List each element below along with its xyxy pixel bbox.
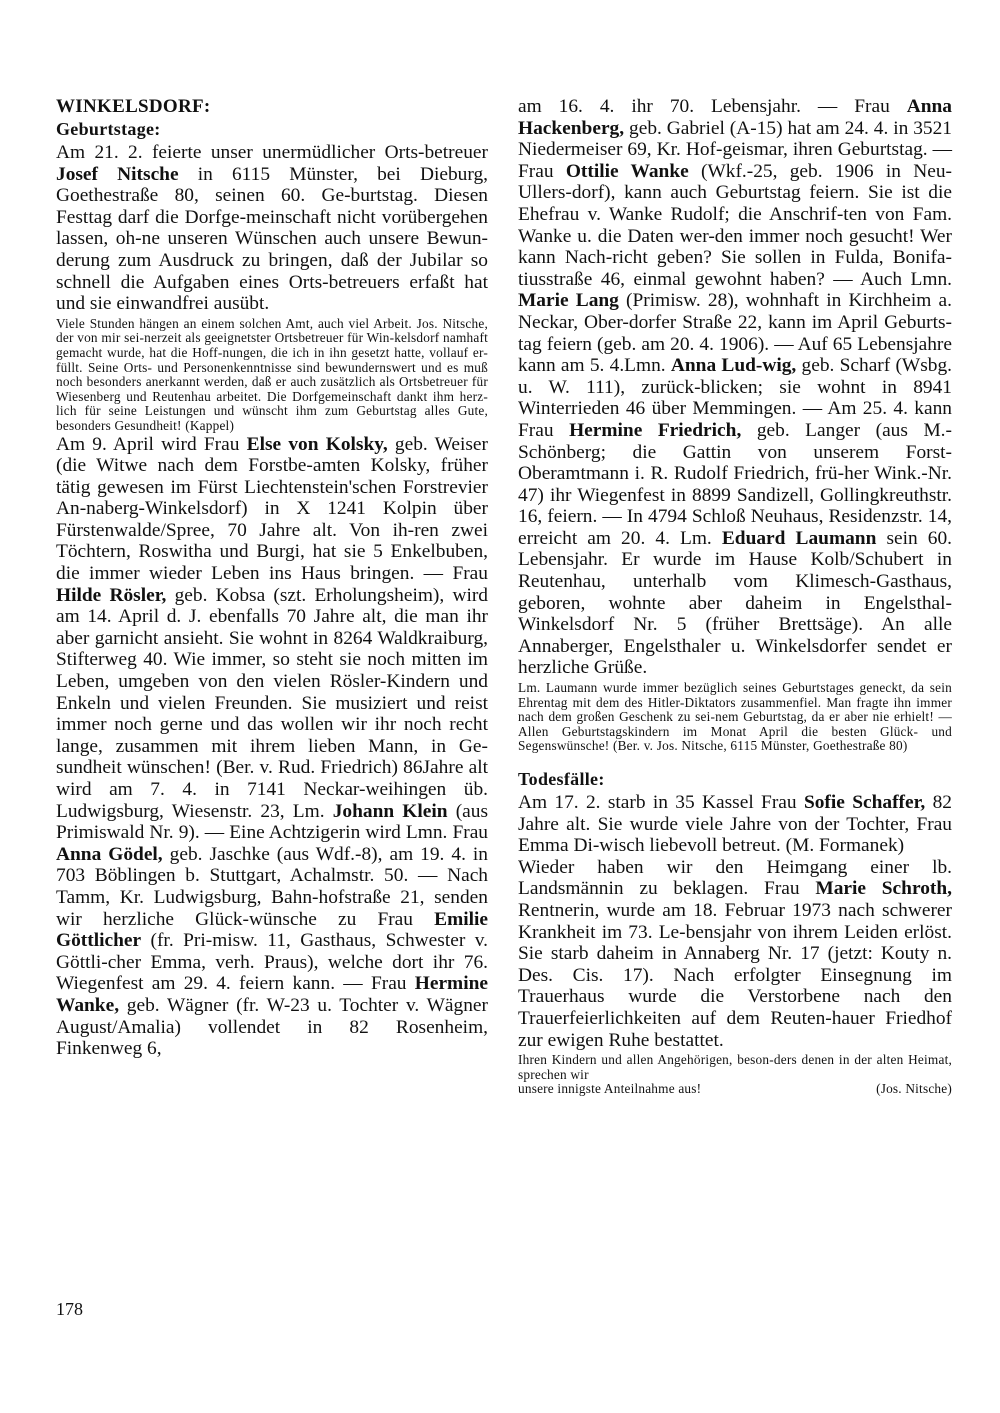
small-note-condolences: Ihren Kindern und allen Angehörigen, beson-ders denen in der alten Heimat, sprechen wir unsere innigste Anteilnahme aus! (Jos. Nitsche)	[518, 1052, 952, 1097]
name-ottilie-wanke: Ottilie Wanke	[565, 160, 689, 182]
name-hermine-friedrich: Hermine Friedrich,	[569, 419, 742, 441]
name-marie-lang: Marie Lang	[518, 290, 619, 312]
deaths-subheading: Todesfälle:	[518, 769, 605, 789]
name-anna-goedel: Anna Gödel,	[56, 843, 163, 865]
small-note-ortsbetreuer: Viele Stunden hängen an einem solchen Amt, auch viel Arbeit. Jos. Nitsche, der von mir sei-nerzeit als geeignetster Ortsbetreuer für Win-kelsdorf namhaft gemacht wurde, hat die Hoff-nungen, die ich in ihn gesetzt hatte, vollauf er-füllt. Seine Orts- und Personenkenntnisse sind bewundernswert und es muß noch besonders anerkannt werden, daß er auch zusätzlich als Ortsbetreuer für Wiesenberg und Reutenhau arbeitet. Die Dorfgemeinschaft dankt ihm herz-lich für seine Leistungen und wünscht ihm zum Geburtstag alles Gute, besonders Gesundheit! (Kappel)	[56, 315, 488, 433]
credit-jos-nitsche: (Jos. Nitsche)	[876, 1081, 952, 1097]
name-sofie-schaffer: Sofie Schaffer,	[803, 792, 926, 813]
name-hermine-wanke: Hermine Wanke,	[56, 973, 488, 1016]
paragraph-birthdays-continued: am 16. 4. ihr 70. Lebensjahr. — Frau Anna Hackenberg, geb. Gabriel (A-15) hat am 24. 4. in 3521 Niedermeiser 69, Kr. Hof-geismar, ihren Geburtstag. — Frau Ottilie Wanke (Wkf.-25, geb. 1906 in Neu-Ullers-dorf), kann auch Geburtstag feiern. Sie ist die Ehefrau v. Wanke Rudolf; die Anschrif-ten von Fam. Wanke u. die Daten wer-den immer noch gesucht! Wer kann Nach-richt geben? Sie sollen in Fulda, Bonifa-tiusstraße 46, einmal gewohnt haben? — Auch Lmn. Marie Lang (Primisw. 28), wohnhaft in Kirchheim a. Neckar, Ober-dorfer Straße 22, kann im April Geburts-tag feiern (geb. am 20. 4. 1906). — Auf 65 Lebensjahre kann am 5. 4.Lmn. Anna Lud-wig, geb. Scharf (Wsbg. u. W. 111), zurück-blicken; sie wohnt in 8941 Winterrieden 46 über Memmingen. — Am 25. 4. kann Frau Hermine Friedrich, geb. Langer (aus M.-Schönberg; die Gattin von unserem Forst-Oberamtmann i. R. Rudolf Friedrich, frü-her Wink.-Nr. 47) ihr Wiegenfest in 8899 Sandizell, Gollingkreuthstr. 16, feiern. — In 4794 Schloß Neuhaus, Residenzstr. 14, erreicht am 20. 4. Lm. Eduard Laumann sein 60. Lebensjahr. Er wurde im Hause Kolb/Schubert in Reutenhau, unterhalb vom Klimesch-Gasthaus, geboren, wohnte aber daheim in Engelsthal-Winkelsdorf Nr. 5 (früher Brettsäge). An alle Annaberger, Engelsthaler u. Winkelsdorfer sendet er herzliche Grüße.	[518, 96, 953, 679]
name-hilde-roesler: Hilde Rösler,	[56, 584, 167, 606]
name-else-von-kolsky: Else von Kolsky,	[246, 433, 388, 455]
name-josef-nitsche: Josef Nitsche	[56, 163, 179, 185]
small-note-laumann: Lm. Laumann wurde immer bezüglich seines Geburtstages geneckt, da sein Ehrentag mit dem des Hitler-Diktators zusammenfiel. Man fragte ihn immer nach dem großen Geschenk zu sei-nem Geburtstag, da er aber nie erhielt! — Allen Geburtstagskindern im Monat April die besten Glück- und Segenswünsche! (Ber. v. Jos. Nitsche, 6115 Münster, Goethestraße 80)	[518, 680, 952, 754]
name-anna-ludwig: Anna Lud-wig,	[670, 355, 797, 377]
name-emilie-goettlicher: Emilie Göttlicher	[56, 908, 488, 952]
birthdays-subheading: Geburtstage:	[56, 119, 161, 139]
paragraph-birthdays-list: Am 9. April wird Frau Else von Kolsky, geb. Weiser (die Witwe nach dem Forstbe-amten Kolsky, früher tätig gewesen im Fürst Liechtenstein'schen Forstrevier An-naberg-Winkelsdorf) in X 1241 Kolpin über Fürstenwalde/Spree, 70 Jahre alt. Von ih-ren zwei Töchtern, Roswitha und Burgi, hat sie 5 Enkelbuben, die immer wieder Leben ins Haus bringen. — Frau Hilde Rösler, geb. Kobsa (szt. Erholungsheim), wird am 14. April d. J. ebenfalls 70 Jahre alt, die man ihr aber garnicht ansieht. Sie wohnt in 8264 Waldkraiburg, Stifterweg 40. Wie immer, so steht sie noch mitten im Leben, umgeben von den vielen Rösler-Kindern und Enkeln und vielen Freunden. Sie musiziert und reist immer noch gerne und das wollen wir ihr noch recht lange, zusammen mit ihrem lieben Mann, in Ge-sundheit wünschen! (Ber. v. Rud. Friedrich) 86Jahre alt wird am 7. 4. in 7141 Neckar-weihingen üb. Ludwigsburg, Wiesenstr. 23, Lm. Johann Klein (aus Primiswald Nr. 9). — Eine Achtzigerin wird Lmn. Frau Anna Gödel, geb. Jaschke (aus Wdf.-8), am 19. 4. in 703 Böblingen b. Stuttgart, Achalmstr. 50. — Nach Tamm, Kr. Ludwigsburg, Bahn-hofstraße 21, senden wir herzliche Glück-wünsche zu Frau Emilie Göttlicher (fr. Pri-misw. 11, Gasthaus, Schwester v. Göttli-cher Emma, verh. Praus), welche dort ihr 76. Wiegenfest am 29. 4. feiern kann. — Frau Hermine Wanke, geb. Wägner (fr. W-23 u. Tochter v. Wägner August/Amalia) vollendet in 82 Rosenheim, Finkenweg 6,	[56, 433, 488, 1060]
name-anna-hackenberg: Anna Hackenberg,	[518, 96, 952, 139]
name-johann-klein: Johann Klein	[332, 800, 448, 822]
section-heading: WINKELSDORF:	[56, 96, 211, 117]
page-number: 178	[56, 1299, 83, 1319]
right-column	[518, 96, 952, 1097]
name-eduard-laumann: Eduard Laumann	[721, 527, 877, 549]
left-column	[56, 96, 488, 1060]
paragraph-nitsche-birthday: Am 21. 2. feierte unser unermüdlicher Orts-betreuer Josef Nitsche in 6115 Münster, bei Dieburg, Goethestraße 80, seinen 60. Ge-burtstag. Diesen Festtag darf die Dorfge-meinschaft nicht vorübergehen lassen, oh-ne unseren Wünschen auch unsere Bewun-derung zum Ausdruck zu bringen, daß der Jubilar so schnell die Aufgaben eines Orts-betreuers erfaßt hat und sie einwandfrei ausübt.	[56, 142, 488, 315]
name-marie-schroth: Marie Schroth,	[815, 878, 952, 900]
paragraph-sofie-schaffer: Am 17. 2. starb in 35 Kassel Frau Sofie Schaffer, 82 Jahre alt. Sie wurde viele Jahre von der Tochter, Frau Emma Di-wisch liebevoll betreut. (M. Formanek)	[518, 792, 952, 857]
paragraph-marie-schroth: Wieder haben wir den Heimgang einer lb. Landsmännin zu beklagen. Frau Marie Schroth, Rentnerin, wurde am 18. Februar 1973 nach schwerer Krankheit im 73. Le-bensjahr von ihrem Leiden erlöst. Sie starb daheim in Annaberg Nr. 17 (jetzt: Kouty n. Des. Cis. 17). Nach erfolgter Einsegnung im Trauerhaus wurde die Verstorbene nach den Trauerfeierlichkeiten auf dem Reuten-hauer Friedhof zur ewigen Ruhe bestattet.	[518, 856, 952, 1051]
